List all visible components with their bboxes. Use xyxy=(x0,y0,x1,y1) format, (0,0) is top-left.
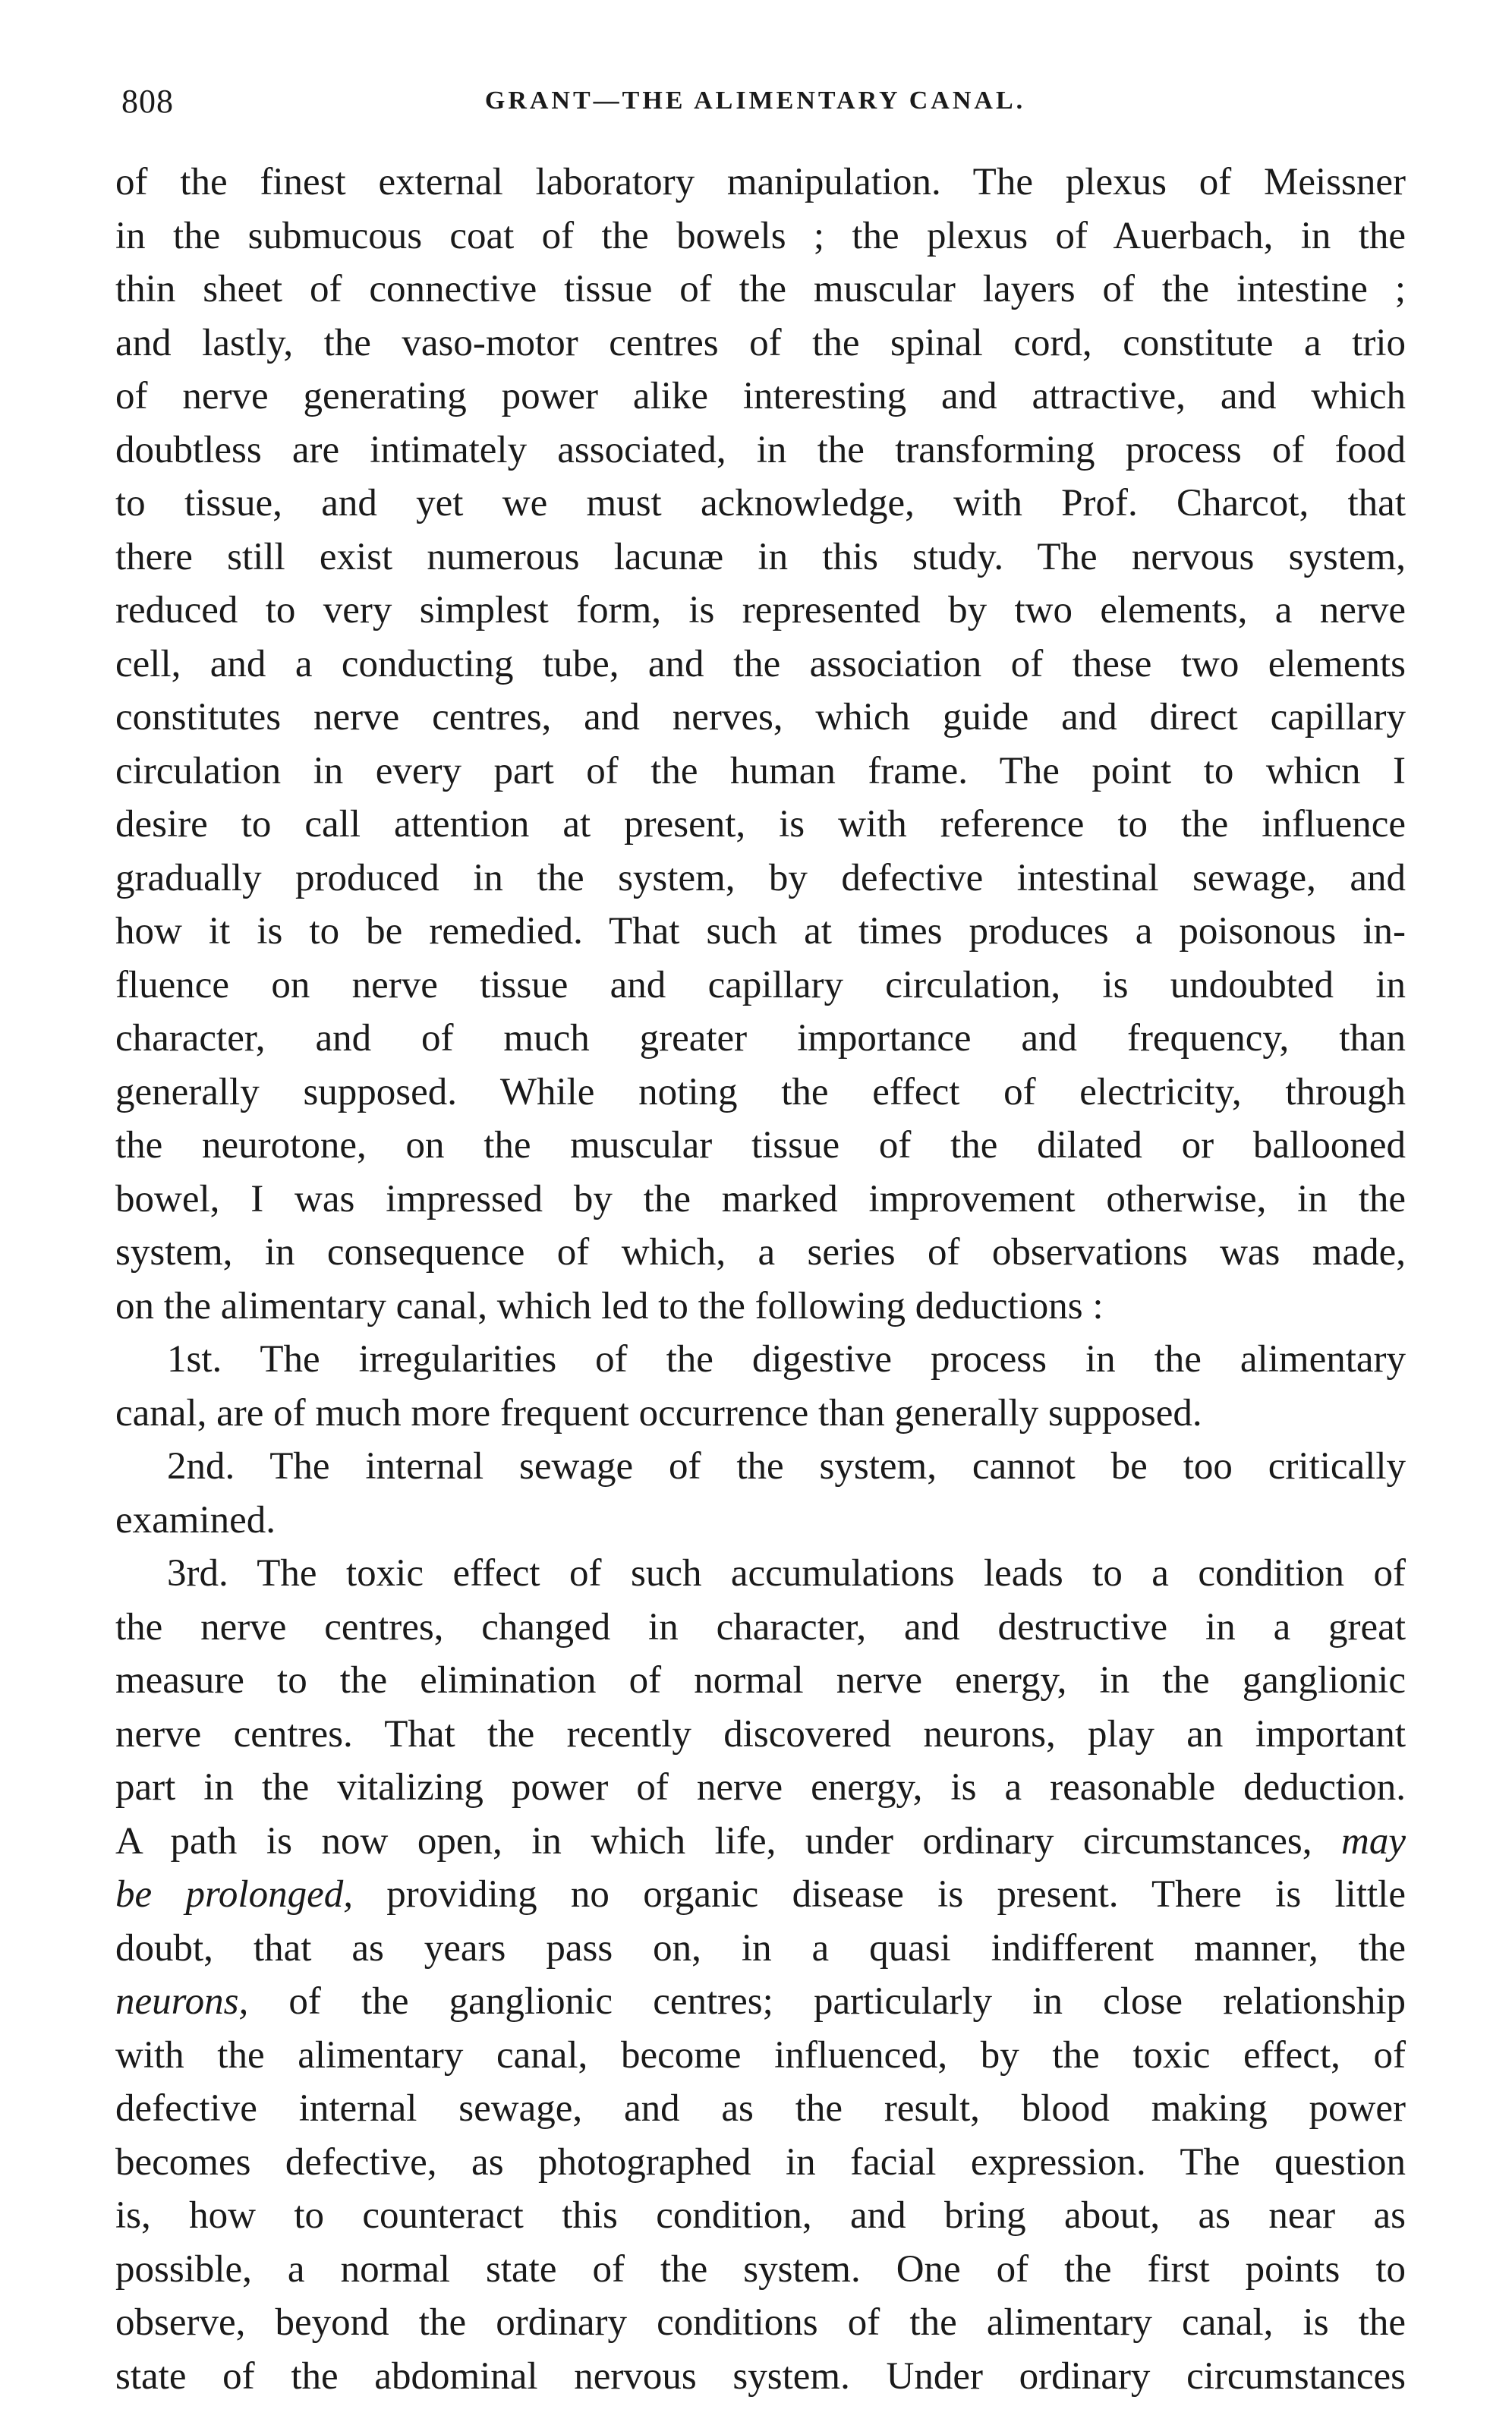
text-line: bowel, I was impressed by the marked improvement otherwise, in the xyxy=(115,1177,1406,1220)
running-head: GRANT—THE ALIMENTARY CANAL. xyxy=(484,87,1026,115)
text-line: reduced to very simplest form, is represented by two elements, a nerve xyxy=(115,589,1406,631)
text-line: becomes defective, as photographed in facial expression. The question xyxy=(115,2140,1406,2184)
text-line: state of the abdominal nervous system. Under ordinary circumstances xyxy=(115,2354,1406,2398)
page-header xyxy=(121,82,1389,128)
text-line: character, and of much greater importance and frequency, than xyxy=(115,1017,1406,1060)
text-line: A path is now open, in which life, under ordinary circumstances, may xyxy=(115,1819,1406,1863)
text-line: doubtless are intimately associated, in the transforming process of food xyxy=(115,428,1406,471)
body-text xyxy=(115,156,1406,2403)
text-line: gradually produced in the system, by defective intestinal sewage, and xyxy=(115,856,1406,899)
text-line: constitutes nerve centres, and nerves, which guide and direct capillary xyxy=(115,696,1406,739)
text-line: fluence on nerve tissue and capillary circulation, is undoubted in xyxy=(115,963,1406,1006)
text-line: the neurotone, on the muscular tissue of the dilated or ballooned xyxy=(115,1124,1406,1167)
text-line: observe, beyond the ordinary conditions of the alimentary canal, is the xyxy=(115,2301,1406,2344)
text-line: generally supposed. While noting the effect of electricity, through xyxy=(115,1070,1406,1113)
page-number: 808 xyxy=(121,83,174,120)
italic-emphasis: neurons, xyxy=(115,1980,249,2023)
text-line: part in the vitalizing power of nerve energy, is a reasonable deduction. xyxy=(115,1766,1406,1809)
text-line: how it is to be remedied. That such at times produces a poisonous in- xyxy=(115,910,1406,953)
text-line: there still exist numerous lacunæ in this study. The nervous system, xyxy=(115,535,1406,578)
text-line: be prolonged, providing no organic disease is present. There is little xyxy=(115,1873,1406,1916)
text-line: canal, are of much more frequent occurrence than generally supposed. xyxy=(115,1391,1202,1435)
text-line: circulation in every part of the human frame. The point to whicn I xyxy=(115,749,1406,792)
text-line: thin sheet of connective tissue of the muscular layers of the intestine ; xyxy=(115,268,1406,310)
text-line: with the alimentary canal, become influenced, by the toxic effect, of xyxy=(115,2033,1406,2077)
deduction-second: 2nd. The internal sewage of the system, cannot be too critically xyxy=(167,1445,1406,1488)
text-line: neurons, of the ganglionic centres; particularly in close relationship xyxy=(115,1980,1406,2023)
text-line: of nerve generating power alike interesting and attractive, and which xyxy=(115,375,1406,417)
text-line: examined. xyxy=(115,1498,276,1542)
text-line: to tissue, and yet we must acknowledge, with Prof. Charcot, that xyxy=(115,482,1406,524)
text-line: in the submucous coat of the bowels ; the plexus of Auerbach, in the xyxy=(115,214,1406,257)
deduction-first: 1st. The irregularities of the digestive process in the alimentary xyxy=(167,1338,1406,1381)
text-line: doubt, that as years pass on, in a quasi indifferent manner, the xyxy=(115,1926,1406,1970)
italic-emphasis: be prolonged, xyxy=(115,1873,353,1916)
text-line: defective internal sewage, and as the result, blood making power xyxy=(115,2087,1406,2130)
text-line: cell, and a conducting tube, and the association of these two elements xyxy=(115,642,1406,685)
text-line: desire to call attention at present, is with reference to the influence xyxy=(115,803,1406,846)
text-line: on the alimentary canal, which led to the following deductions : xyxy=(115,1284,1104,1327)
text-line: of the finest external laboratory manipulation. The plexus of Meissner xyxy=(115,161,1406,203)
text-line: possible, a normal state of the system. One of the first points to xyxy=(115,2247,1406,2291)
text-line: measure to the elimination of normal nerve energy, in the ganglionic xyxy=(115,1659,1406,1702)
text-line: the nerve centres, changed in character, and destructive in a great xyxy=(115,1605,1406,1649)
italic-emphasis: may xyxy=(1341,1819,1406,1863)
text-line: and lastly, the vaso-motor centres of the spinal cord, constitute a trio xyxy=(115,321,1406,364)
text-line: is, how to counteract this condition, and bring about, as near as xyxy=(115,2194,1406,2237)
text-line: nerve centres. That the recently discovered neurons, play an important xyxy=(115,1712,1406,1756)
deduction-third: 3rd. The toxic effect of such accumulations leads to a condition of xyxy=(167,1552,1406,1595)
text-line: system, in consequence of which, a series of observations was made, xyxy=(115,1231,1406,1274)
